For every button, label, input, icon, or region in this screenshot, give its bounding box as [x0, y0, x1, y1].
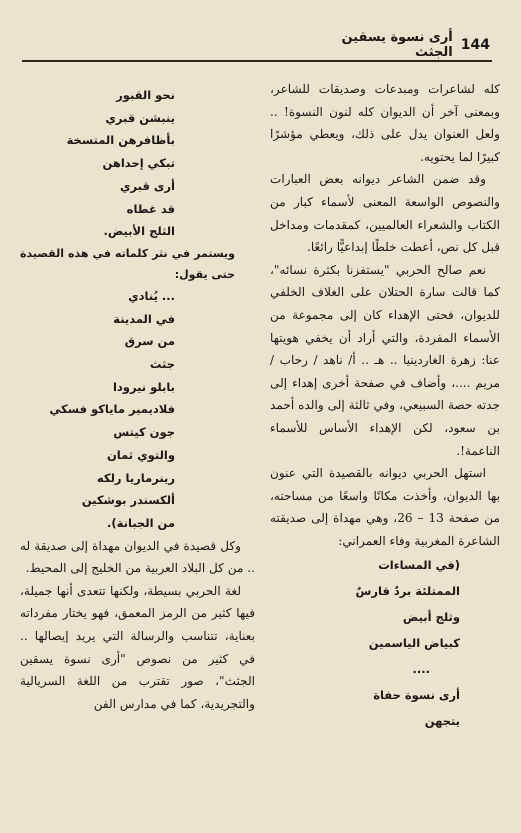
poem-line: من الجبانة). — [107, 515, 175, 530]
poem-line: أرى نسوة حفاة — [373, 688, 460, 703]
poem-excerpt — [20, 84, 255, 243]
paragraph: وقد ضمن الشاعر ديوانه بعض العبارات والنصوص الواسعة المعنى لأسماء كبار من الكتاب والشعراء العالميين، كمقدمات ومداخل قبل كل نص، أعطت خلطًا إبداعيًّا رائعًا. — [270, 172, 500, 255]
paragraph: استهل الحربي ديوانه بالقصيدة التي عنون بها الديوان، وأخذت مكانًا واسعًا من مساحته، من صفحة 13 – 26، وهي مهداة إلى صديقته الشاعرة المغربية وفاء العمراني: — [270, 466, 500, 548]
poem-line: ألكسندر بوشكين — [81, 493, 175, 508]
poem-excerpt — [270, 552, 500, 734]
poem-line: من سرق — [124, 334, 175, 349]
paragraph: لغة الحربي بسيطة، ولكنها تتعدى أنها جميلة، فيها كثير من الرمز المعمق، فهو يختار مفرداته بعناية، تتناسب والرسالة التي يريد إيصالها .. في كثير من نصوص "أرى نسوة يسقين الجثث"، صور تقترب من اللغة السريالية والتجريدية، كما في مدارس الفن — [20, 583, 255, 711]
poem-excerpt — [20, 285, 255, 535]
poem-line: بأظافرهن المتسخة — [66, 133, 175, 148]
poem-line: الثلج الأبيض. — [103, 224, 175, 239]
poem-line: أرى قبري — [119, 178, 175, 193]
poem-line: يتجهن — [424, 714, 460, 729]
poem-line: وثلج أبيض — [402, 610, 460, 625]
poem-line: .... — [412, 662, 430, 677]
paragraph: كله لشاعرات ومبدعات وصديقات للشاعر، وبمعنى آخر أن الديوان كله لنون النسوة! .. ولعل العنوان يدل على ذلك، ويعطي مؤشرًا كبيرًا لما يحتويه. — [270, 82, 500, 164]
poem-line: كبياض الياسمين — [368, 636, 460, 651]
poem-line: ... يُنادي — [128, 288, 175, 303]
poem-line: تبكي إحداهن — [102, 156, 175, 171]
poem-line: جثث — [149, 357, 175, 372]
poem-line: نحو القبور — [116, 88, 175, 102]
poem-line: ينبشن قبري — [105, 110, 175, 125]
left-column — [20, 84, 255, 715]
poem-line: في المدينة — [113, 311, 175, 326]
poem-line: قد غطاه — [126, 201, 175, 216]
poem-line: رينرماريا رلكه — [96, 470, 175, 485]
paragraph: وكل قصيدة في الديوان مهداة إلى صديقة له .. من كل البلاد العربية من الخليج إلى المحيط. — [20, 538, 255, 576]
poem-line: جون كيتس — [113, 425, 175, 440]
header-rule — [22, 60, 492, 62]
page-number: 144 — [460, 37, 490, 53]
poem-line: الممتلئة بردٌ قارسٌ — [355, 584, 460, 599]
running-title: أرى نسوة يسقين الجثث — [341, 30, 453, 60]
poem-line: فلاديمير ماياكو فسكي — [49, 402, 175, 417]
page-header — [310, 30, 490, 60]
paragraph: نعم صالح الحربي "يستفزنا بكثرة نسائه"، كما قالت سارة الحتلان على الغلاف الخلفي للديوان، فحتى الإهداء كان إلى مجموعة من الأسماء المفردة، والتي أراد أن يخفي هويتها عنا: زهرة الغاردينيا .. هـ .. أ/ ناهد / رحاب / مريم ....، وأضاف في صفحة أخرى إهداء إلى جدته حصة السبيعي، وفي ثالثة إلى والده أحمد بن سعود، لكن الإهداء الأساس للأسماء الناعمة!. — [270, 262, 500, 458]
poem-line: والتوي ثمان — [106, 447, 175, 462]
poem-line: (في المساءات — [378, 558, 460, 573]
editorial-note: ويستمر في نثر كلماته في هذه القصيدة حتى يقول: — [20, 246, 235, 281]
poem-line: بابلو نيرودا — [112, 379, 175, 394]
right-column — [270, 78, 500, 734]
